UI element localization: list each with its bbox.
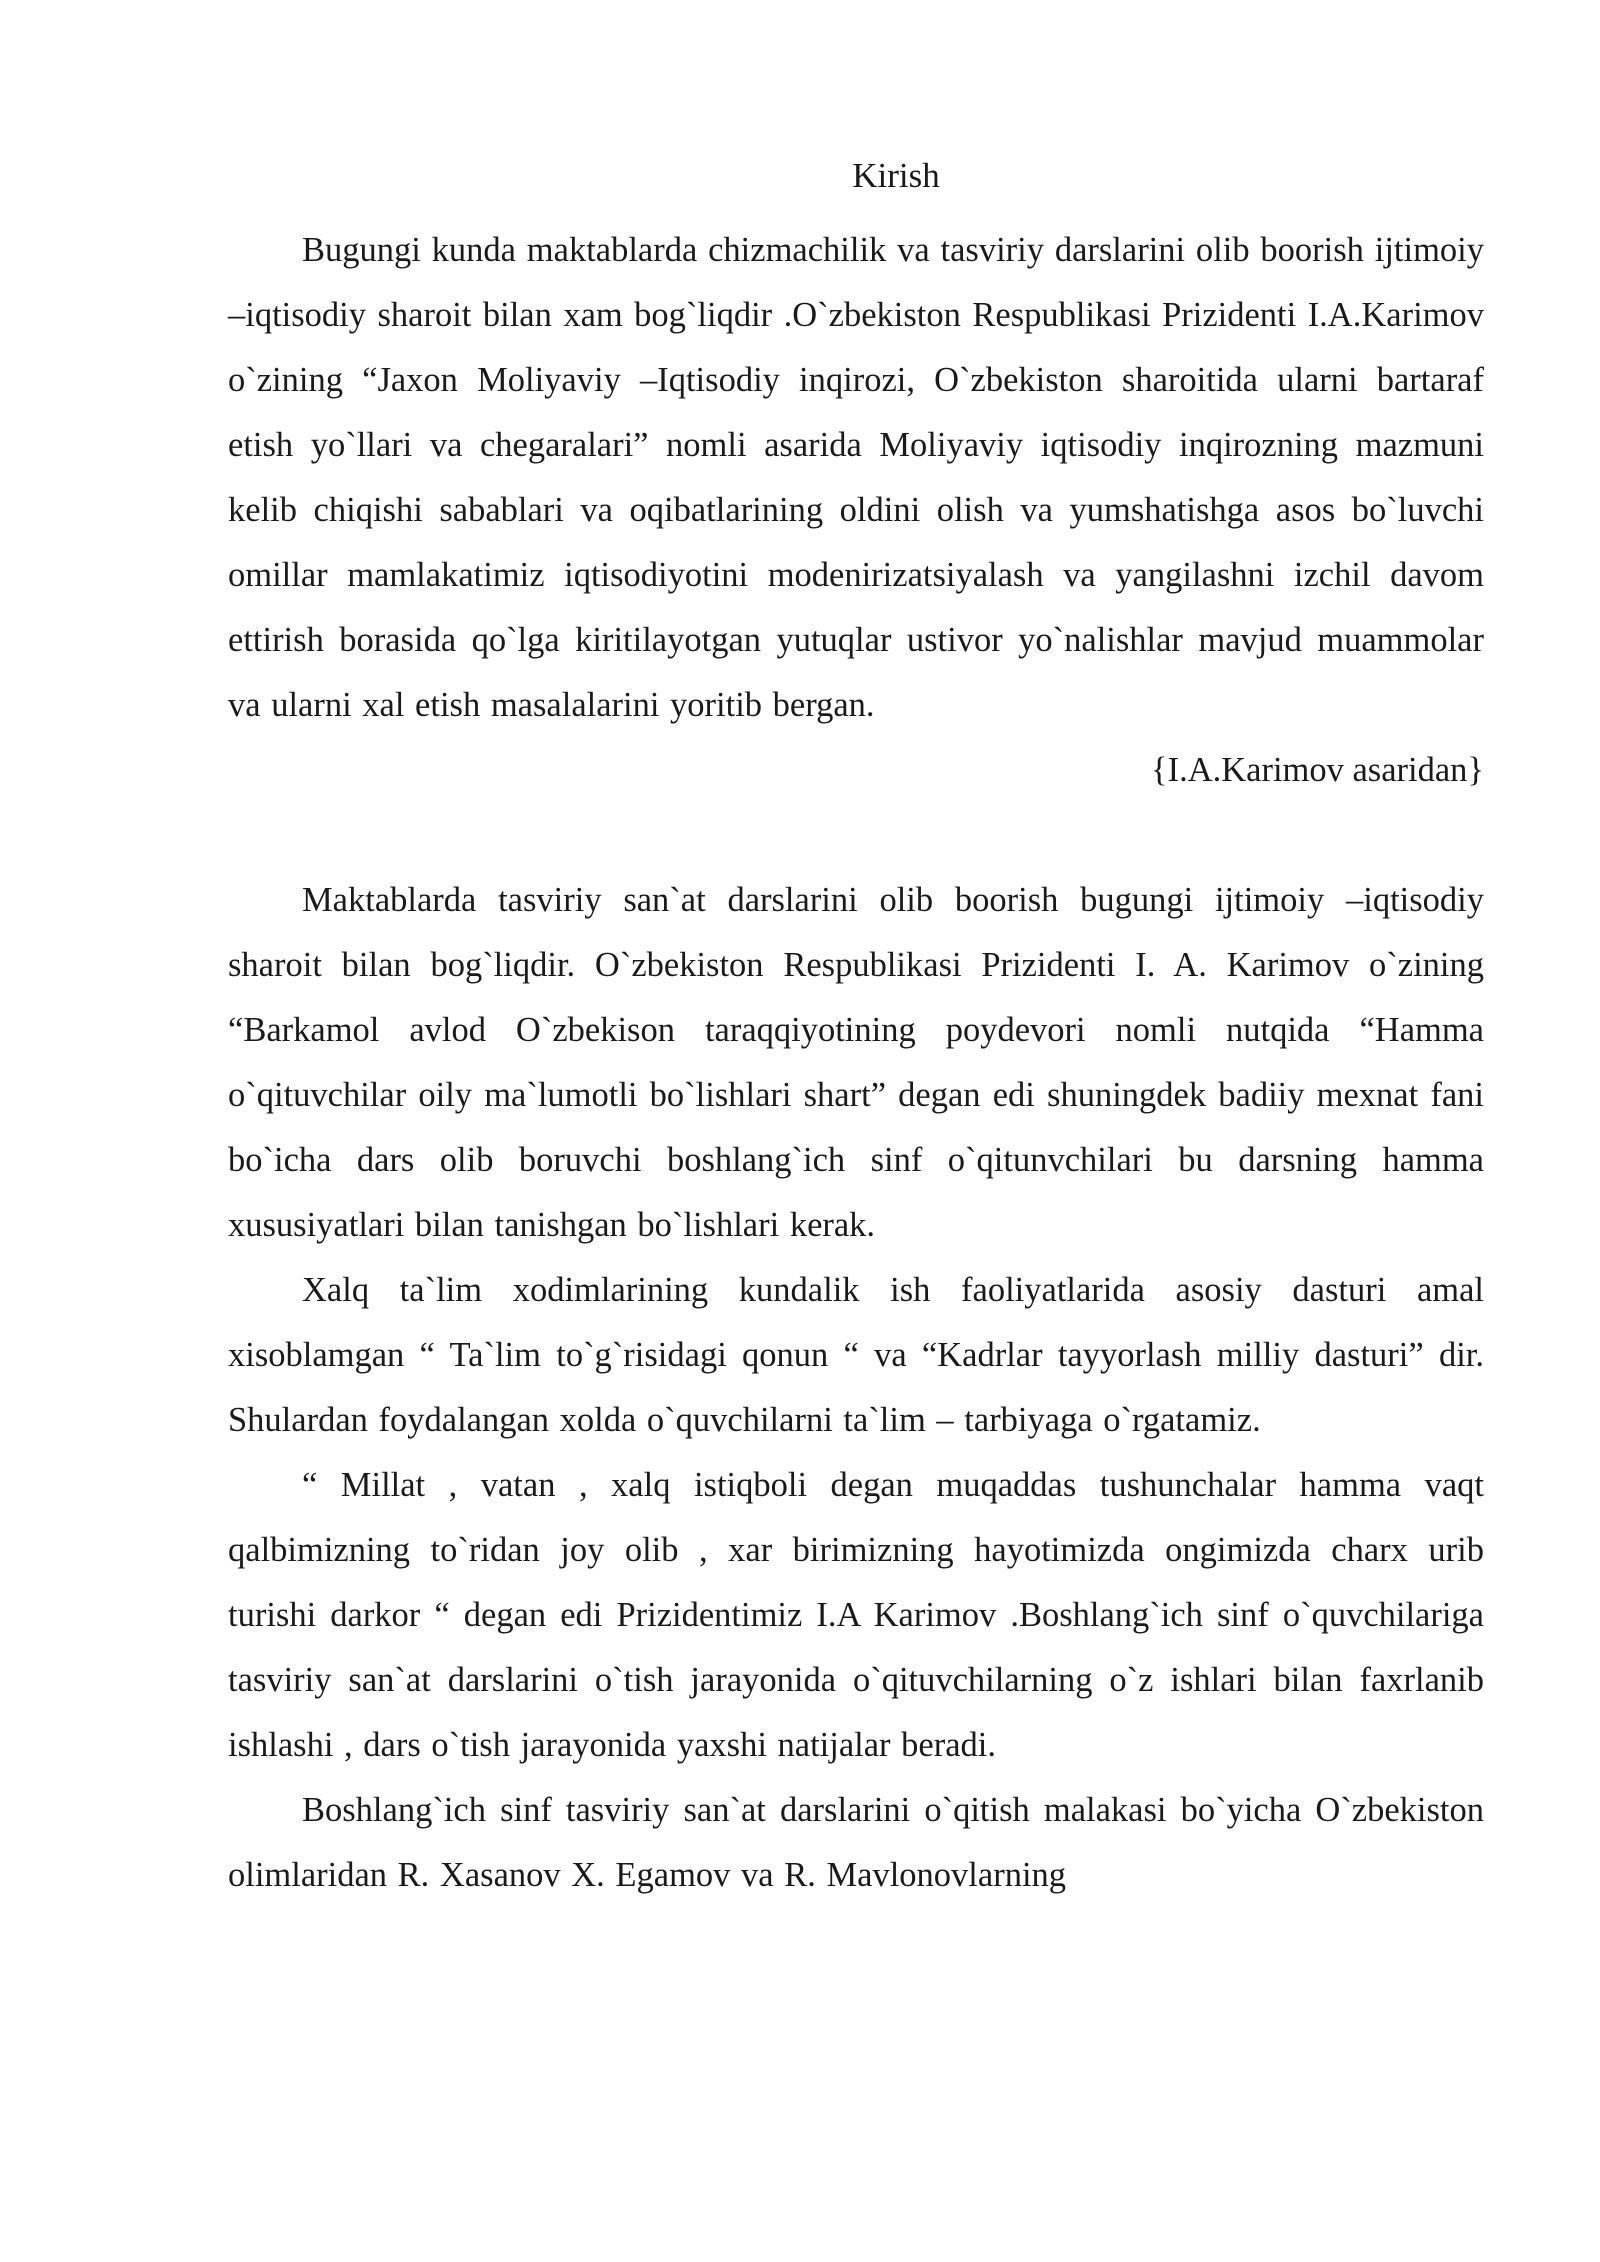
- document-page: [228, 148, 1484, 1908]
- paragraph-5: Boshlang`ich sinf tasviriy san`at darslarini o`qitish malakasi bo`yicha O`zbekiston olimlaridan R. Xasanov X. Egamov va R. Mavlonovlarning: [228, 1791, 1484, 1894]
- spacer: [228, 803, 1484, 868]
- paragraph-1: Bugungi kunda maktablarda chizmachilik va tasviriy darslarini olib boorish ijtimoiy –iqtisodiy sharoit bilan xam bog`liqdir .O`zbekiston Respublikasi Prizidenti I.A.Karimov o`zining “Jaxon Moliyaviy –Iqtisodiy inqirozi, O`zbekiston sharoitida ularni bartaraf etish yo`llari va chegaralari” nomli asarida Moliyaviy iqtisodiy inqirozning mazmuni kelib chiqishi sabablari va oqibatlarining oldini olish va yumshatishga asos bo`luvchi omillar mamlakatimiz iqtisodiyotini modenirizatsiyalash va yangilashni izchil davom ettirish borasida qo`lga kiritilayotgan yutuqlar ustivor yo`nalishlar mavjud muammolar va ularni xal etish masalalarini yoritib bergan.: [228, 231, 1484, 724]
- paragraph-4: “ Millat , vatan , xalq istiqboli degan muqaddas tushunchalar hamma vaqt qalbimizning to`ridan joy olib , xar birimizning hayotimizda ongimizda charx urib turishi darkor “ degan edi Prizidentimiz I.A Karimov .Boshlang`ich sinf o`quvchilariga tasviriy san`at darslarini o`tish jarayonida o`qituvchilarning o`z ishlari bilan faxrlanib ishlashi , dars o`tish jarayonida yaxshi natijalar beradi.: [228, 1466, 1484, 1764]
- citation: {I.A.Karimov asaridan}: [1151, 751, 1484, 789]
- document-title: Kirish: [852, 156, 940, 195]
- paragraph-3: Xalq ta`lim xodimlarining kundalik ish faoliyatlarida asosiy dasturi amal xisoblamgan “ Ta`lim to`g`risidagi qonun “ va “Kadrlar tayyorlash milliy dasturi” dir. Shulardan foydalangan xolda o`quvchilarni ta`lim – tarbiyaga o`rgatamiz.: [228, 1271, 1484, 1439]
- paragraph-2: Maktablarda tasviriy san`at darslarini olib boorish bugungi ijtimoiy –iqtisodiy sharoit bilan bog`liqdir. O`zbekiston Respublikasi Prizidenti I. A. Karimov o`zining “Barkamol avlod O`zbekison taraqqiyotining poydevori nomli nutqida “Hamma o`qituvchilar oily ma`lumotli bo`lishlari shart” degan edi shuningdek badiiy mexnat fani bo`icha dars olib boruvchi boshlang`ich sinf o`qitunvchilari bu darsning hamma xususiyatlari bilan tanishgan bo`lishlari kerak.: [228, 881, 1484, 1244]
